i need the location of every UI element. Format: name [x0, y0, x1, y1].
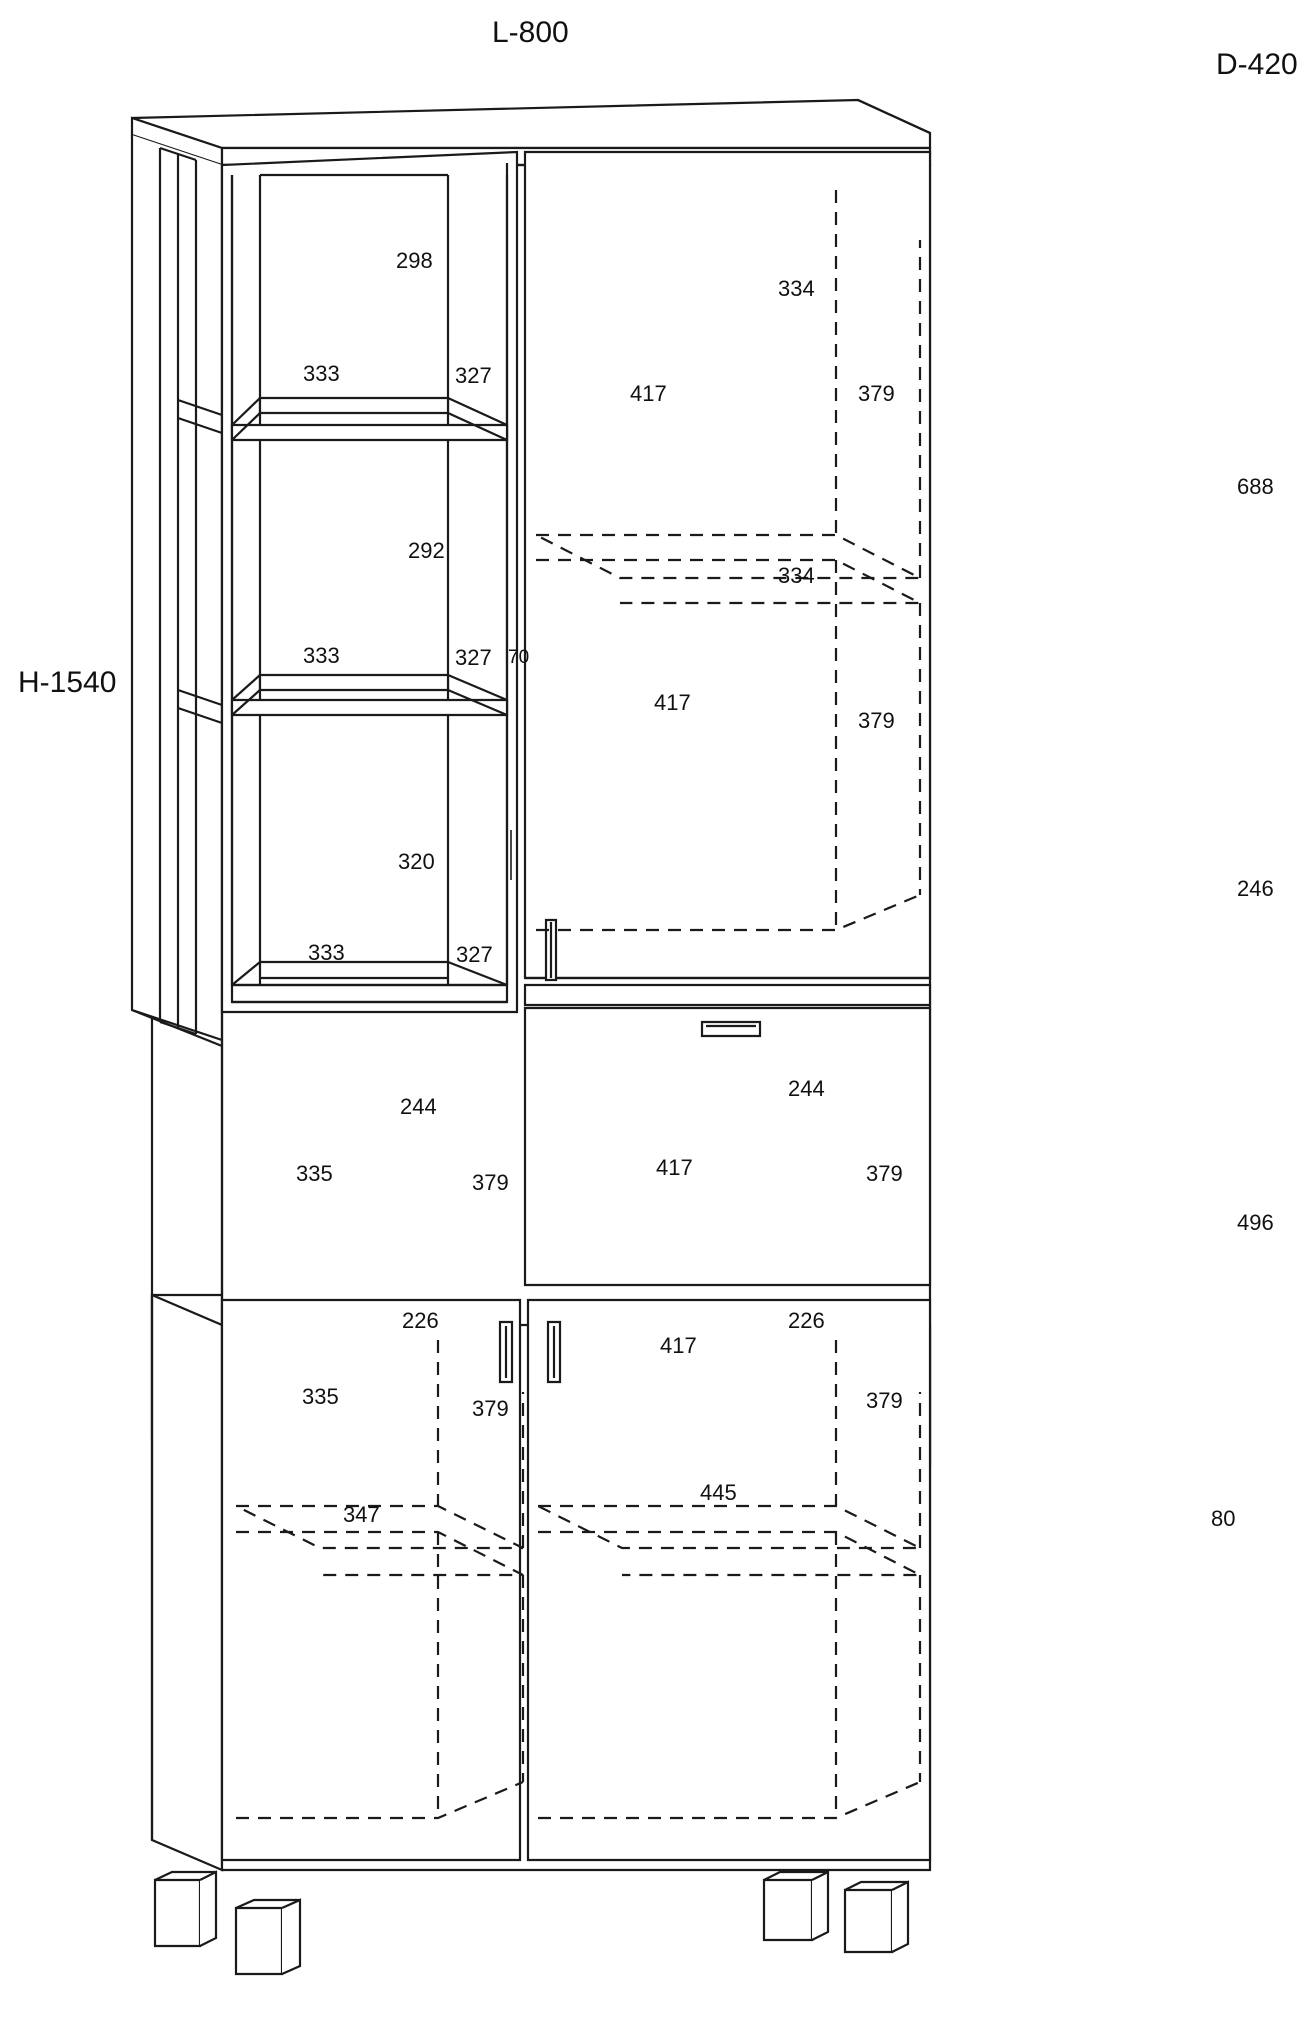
dim-688: 688: [1237, 474, 1274, 499]
label-height-H1540: H-1540: [18, 666, 117, 699]
dim-80: 80: [1211, 1506, 1236, 1531]
dim-335-upper: 335: [296, 1161, 333, 1186]
dim-226-left: 226: [402, 1308, 439, 1333]
dim-445: 445: [700, 1480, 737, 1505]
dim-327-bottom: 327: [456, 942, 493, 967]
drawer-front: [525, 985, 930, 1285]
dim-298: 298: [396, 248, 433, 273]
label-depth-D420: D-420: [1216, 48, 1298, 81]
upper-right-door: [525, 152, 930, 980]
label-width-L800: L-800: [492, 16, 569, 49]
dim-333-bottom: 333: [308, 940, 345, 965]
dim-70: 70: [508, 647, 530, 668]
dim-417-mid: 417: [654, 690, 691, 715]
dim-327-mid: 327: [455, 645, 492, 670]
dim-244-right: 244: [788, 1076, 825, 1101]
dim-246: 246: [1237, 876, 1274, 901]
dim-226-right: 226: [788, 1308, 825, 1333]
dim-333-top: 333: [303, 361, 340, 386]
dim-334-mid: 334: [778, 563, 815, 588]
dim-417-lowright-lower: 417: [660, 1333, 697, 1358]
dim-417-lowright-upper: 417: [656, 1155, 693, 1180]
dim-292: 292: [408, 538, 445, 563]
dim-320: 320: [398, 849, 435, 874]
dim-327-top: 327: [455, 363, 492, 388]
dim-417-top: 417: [630, 381, 667, 406]
dim-335-lower: 335: [302, 1384, 339, 1409]
dim-333-mid: 333: [303, 643, 340, 668]
dim-379-top: 379: [858, 381, 895, 406]
dim-496: 496: [1237, 1210, 1274, 1235]
dim-347: 347: [343, 1502, 380, 1527]
dimension-leaders: [930, 165, 1222, 975]
dim-379-mid: 379: [858, 708, 895, 733]
dim-334-top: 334: [778, 276, 815, 301]
dim-379-lowleft-lower: 379: [472, 1396, 509, 1421]
dim-379-lowright-lower: 379: [866, 1388, 903, 1413]
cabinet-legs: [155, 1872, 908, 1974]
dim-379-lowright-upper: 379: [866, 1161, 903, 1186]
dim-379-lowleft-upper: 379: [472, 1170, 509, 1195]
dim-244-left: 244: [400, 1094, 437, 1119]
